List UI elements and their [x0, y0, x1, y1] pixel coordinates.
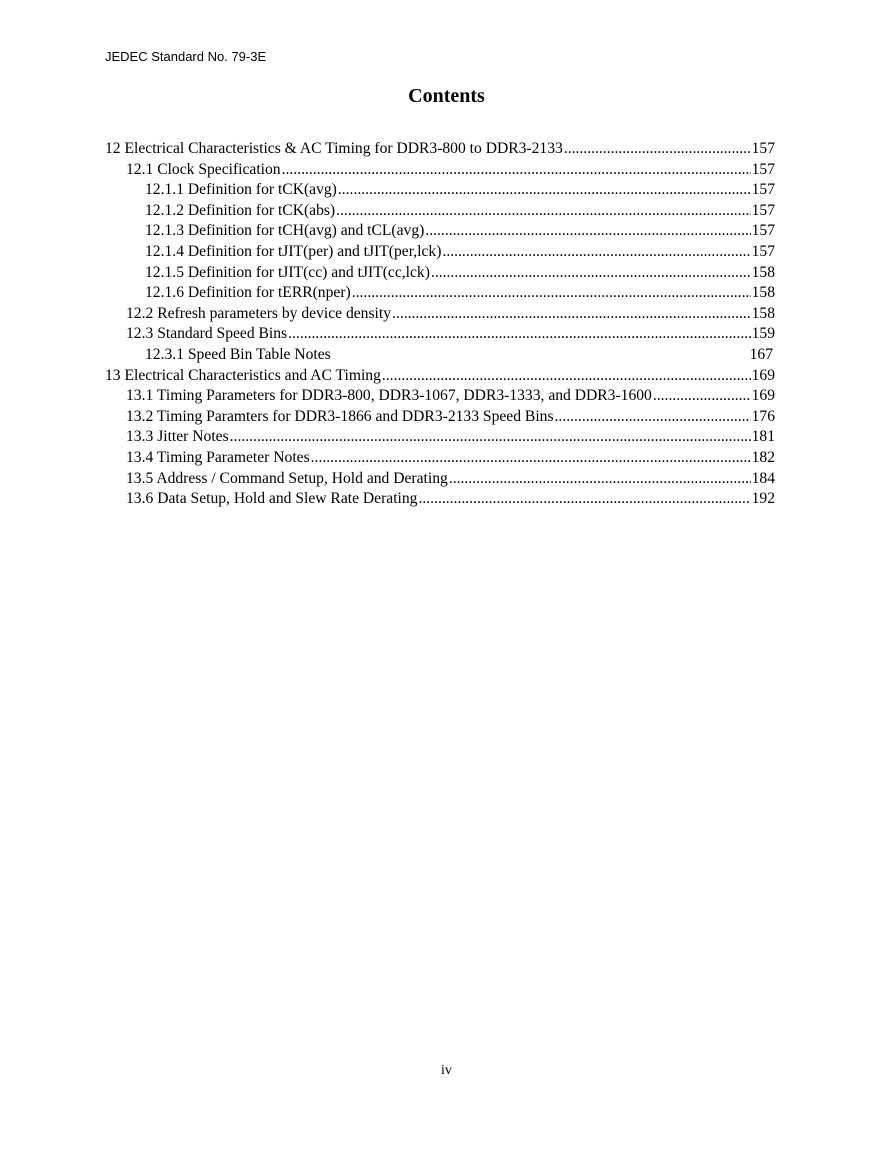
- toc-entry-page: 157: [751, 242, 775, 260]
- toc-dot-leader: [442, 242, 750, 263]
- toc-entry-label: 12.1.4 Definition for tJIT(per) and tJIT(per,lck): [145, 242, 442, 260]
- toc-dot-leader: [555, 407, 751, 428]
- toc-entry[interactable]: [105, 160, 775, 181]
- toc-entry-label: 12.1.1 Definition for tCK(avg): [145, 181, 337, 199]
- toc-entry[interactable]: [105, 221, 775, 242]
- toc-entry-label: 13.2 Timing Paramters for DDR3-1866 and DDR3-2133 Speed Bins: [126, 407, 554, 425]
- toc-dot-leader: [288, 324, 750, 345]
- toc-entry-label: 12.2 Refresh parameters by device density: [126, 304, 392, 322]
- toc-entry[interactable]: [105, 180, 775, 201]
- toc-entry-label: 12.3 Standard Speed Bins: [126, 325, 288, 343]
- toc-entry-page: 192: [751, 490, 775, 508]
- toc-dot-leader: [382, 366, 751, 387]
- toc-entry[interactable]: [105, 386, 775, 407]
- toc-dot-leader: [230, 427, 751, 448]
- toc-entry-label: 12.1.5 Definition for tJIT(cc) and tJIT(cc,lck): [145, 263, 430, 281]
- toc-dot-leader: [653, 386, 751, 407]
- toc-entry-label: 12.1.2 Definition for tCK(abs): [145, 201, 336, 219]
- toc-entry-label: 12.1.3 Definition for tCH(avg) and tCL(avg): [145, 222, 425, 240]
- toc-dot-leader: [336, 201, 750, 222]
- toc-entry[interactable]: [105, 242, 775, 263]
- toc-entry-page: 158: [751, 263, 775, 281]
- toc-entry-page: 167: [749, 345, 773, 363]
- toc-entry-label: 12.3.1 Speed Bin Table Notes: [145, 345, 331, 363]
- toc-dot-leader: [418, 489, 750, 510]
- toc-entry-label: 12.1.6 Definition for tERR(nper): [145, 284, 351, 302]
- toc-entry[interactable]: [105, 201, 775, 222]
- toc-entry-label: 12 Electrical Characteristics & AC Timing for DDR3-800 to DDR3-2133: [105, 140, 563, 157]
- toc-dot-leader: [282, 160, 751, 181]
- toc-dot-leader: [564, 139, 751, 160]
- toc-entry[interactable]: [105, 489, 775, 510]
- toc-entry-page: 158: [751, 304, 775, 322]
- toc-entry-page: 181: [751, 428, 775, 446]
- toc-entry-label: 13.4 Timing Parameter Notes: [126, 448, 310, 466]
- toc-dot-leader: [311, 448, 751, 469]
- toc-entry[interactable]: [105, 345, 775, 366]
- toc-entry-page: 157: [751, 201, 775, 219]
- toc-entry-page: 182: [751, 448, 775, 466]
- toc-entry-page: 157: [751, 222, 775, 240]
- toc-entry[interactable]: [105, 283, 775, 304]
- toc-entry[interactable]: [105, 469, 775, 490]
- toc-entry-page: 184: [751, 469, 775, 487]
- toc-entry-page: 169: [751, 387, 775, 405]
- toc-entry-page: 159: [751, 325, 775, 343]
- page-number: iv: [441, 1063, 452, 1078]
- toc-entry[interactable]: [105, 407, 775, 428]
- toc-dot-leader: [425, 221, 750, 242]
- toc-entry-label: 13.6 Data Setup, Hold and Slew Rate Derating: [126, 490, 418, 508]
- toc-entry-page: 157: [751, 181, 775, 199]
- toc-entry-page: 157: [751, 140, 775, 157]
- running-header: JEDEC Standard No. 79-3E: [105, 49, 267, 64]
- toc-entry[interactable]: [105, 427, 775, 448]
- toc-entry-page: 158: [751, 284, 775, 302]
- toc-entry-label: 12.1 Clock Specification: [126, 160, 281, 178]
- toc-dot-leader: [431, 263, 751, 284]
- toc-dot-leader: [392, 304, 751, 325]
- toc-dot-leader: [449, 469, 751, 490]
- toc-entry[interactable]: [105, 366, 775, 387]
- toc-entry-page: 169: [751, 366, 775, 384]
- toc-dot-leader: [338, 180, 751, 201]
- toc-entry[interactable]: [105, 139, 775, 160]
- toc-entry-page: 176: [751, 407, 775, 425]
- toc-entry-label: 13 Electrical Characteristics and AC Timing: [105, 366, 381, 384]
- toc-entry-label: 13.1 Timing Parameters for DDR3-800, DDR3-1067, DDR3-1333, and DDR3-1600: [126, 387, 652, 405]
- toc-entry[interactable]: [105, 324, 775, 345]
- table-of-contents: [105, 139, 775, 510]
- page-title: Contents: [408, 85, 485, 107]
- toc-dot-leader: [352, 283, 751, 304]
- toc-entry[interactable]: [105, 448, 775, 469]
- toc-entry[interactable]: [105, 263, 775, 284]
- toc-entry[interactable]: [105, 304, 775, 325]
- toc-entry-page: 157: [751, 160, 775, 178]
- toc-entry-label: 13.3 Jitter Notes: [126, 428, 229, 446]
- toc-entry-label: 13.5 Address / Command Setup, Hold and Derating: [126, 469, 448, 487]
